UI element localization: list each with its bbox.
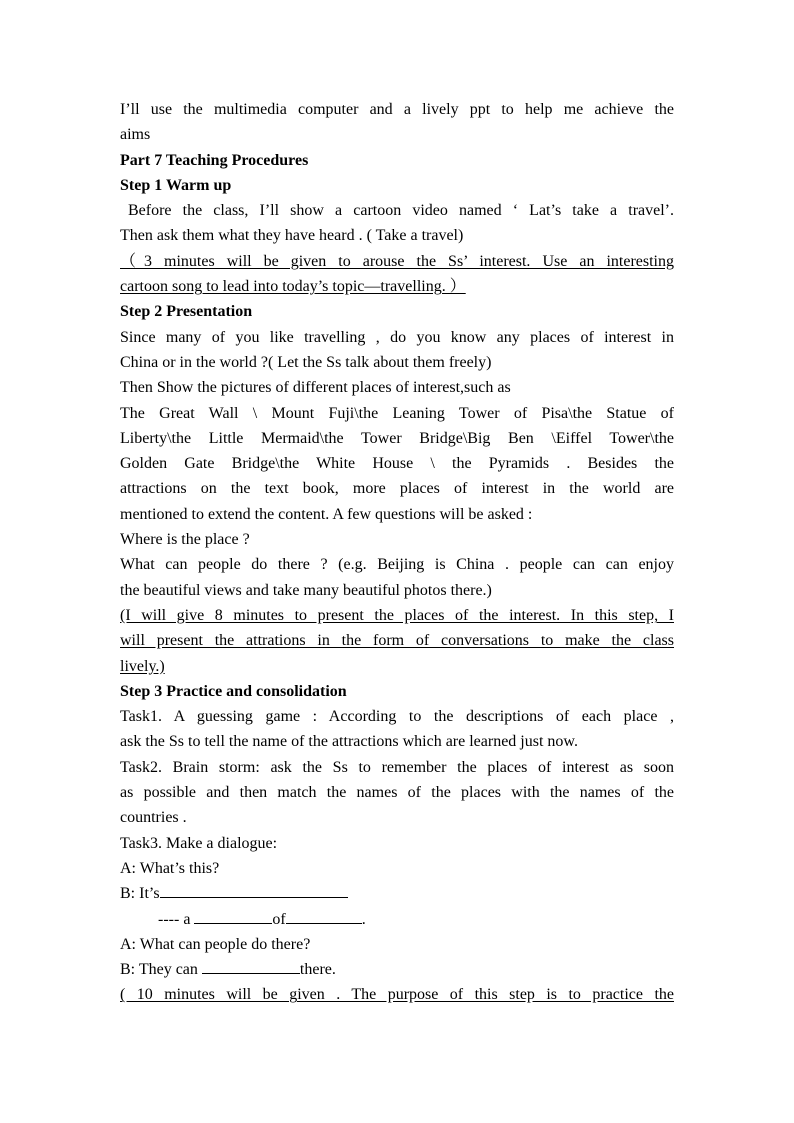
document-page <box>120 97 674 1008</box>
task-1-line-1: Task1. A guessing game : According to the descriptions of each place , <box>120 708 674 726</box>
task-2-line-3: countries . <box>120 809 187 827</box>
step-2-line-7: attractions on the text book, more places of interest in the world are <box>120 480 674 498</box>
intro-line-2: aims <box>120 126 151 144</box>
task-1-line-2: ask the Ss to tell the name of the attractions which are learned just now. <box>120 733 578 751</box>
dialog-b2-suffix: there. <box>299 961 336 979</box>
answer-blank <box>202 957 300 974</box>
step-2-line-10: What can people do there ? (e.g. Beijing is China . people can can enjoy <box>120 556 674 574</box>
dialog-b1-prefix: B: It’s <box>120 885 160 903</box>
step-2-line-6: Golden Gate Bridge\the White House \ the Pyramids . Besides the <box>120 455 674 473</box>
step-2-note-line-1: (I will give 8 minutes to present the places of the interest. In this step, I <box>120 606 674 624</box>
answer-blank <box>194 907 272 924</box>
step-2-line-1: Since many of you like travelling , do you know any places of interest in <box>120 328 674 346</box>
step-3-heading: Step 3 Practice and consolidation <box>120 682 347 700</box>
step-2-note-line-3: lively.) <box>120 657 165 675</box>
dialog-line-b2 <box>120 957 674 982</box>
answer-blank <box>160 881 348 898</box>
step-2-line-5: Liberty\the Little Mermaid\the Tower Bridge\Big Ben \Eiffel Tower\the <box>120 429 674 447</box>
task-2-line-2: as possible and then match the names of the places with the names of the <box>120 784 674 802</box>
step-2-line-3: Then Show the pictures of different places of interest,such as <box>120 379 511 397</box>
step-2-line-2: China or in the world ?( Let the Ss talk about them freely) <box>120 353 492 371</box>
step-1-line-2: Then ask them what they have heard . ( Take a travel) <box>120 227 464 245</box>
intro-line-1: I’ll use the multimedia computer and a lively ppt to help me achieve the <box>120 101 674 118</box>
step-2-heading: Step 2 Presentation <box>120 303 253 321</box>
dialog-line-b1 <box>120 881 674 906</box>
dialog-line-dash <box>120 907 674 932</box>
step-1-note-line-1: （3 minutes will be given to arouse the Ss’ interest. Use an interesting <box>120 252 674 270</box>
step-3-note-line-1: ( 10 minutes will be given . The purpose of this step is to practice the <box>120 986 674 1004</box>
step-1-line-1: Before the class, I’ll show a cartoon video named ‘ Lat’s take a travel’. <box>128 202 674 220</box>
step-2-line-4: The Great Wall \ Mount Fuji\the Leaning Tower of Pisa\the Statue of <box>120 404 674 422</box>
step-2-line-11: the beautiful views and take many beautiful photos there.) <box>120 581 492 599</box>
task-3-heading: Task3. Make a dialogue: <box>120 834 278 852</box>
task-2-line-1: Task2. Brain storm: ask the Ss to remember the places of interest as soon <box>120 758 674 776</box>
answer-blank <box>286 907 362 924</box>
dialog-dash-end: . <box>361 910 366 928</box>
dialog-dash-mid: of <box>272 910 286 928</box>
step-1-heading: Step 1 Warm up <box>120 176 232 194</box>
step-2-note-line-2: will present the attrations in the form of conversations to make the class <box>120 632 674 650</box>
dialog-line-a1: A: What’s this? <box>120 859 220 877</box>
step-2-line-8: mentioned to extend the content. A few questions will be asked : <box>120 505 533 523</box>
step-2-line-9: Where is the place ? <box>120 531 250 549</box>
dialog-b2-prefix: B: They can <box>120 961 198 979</box>
part-7-heading: Part 7 Teaching Procedures <box>120 151 309 169</box>
step-1-note-line-2: cartoon song to lead into today’s topic—travelling. ） <box>120 278 466 296</box>
dialog-dash-prefix: ---- a <box>158 910 191 928</box>
dialog-line-a2: A: What can people do there? <box>120 935 311 953</box>
